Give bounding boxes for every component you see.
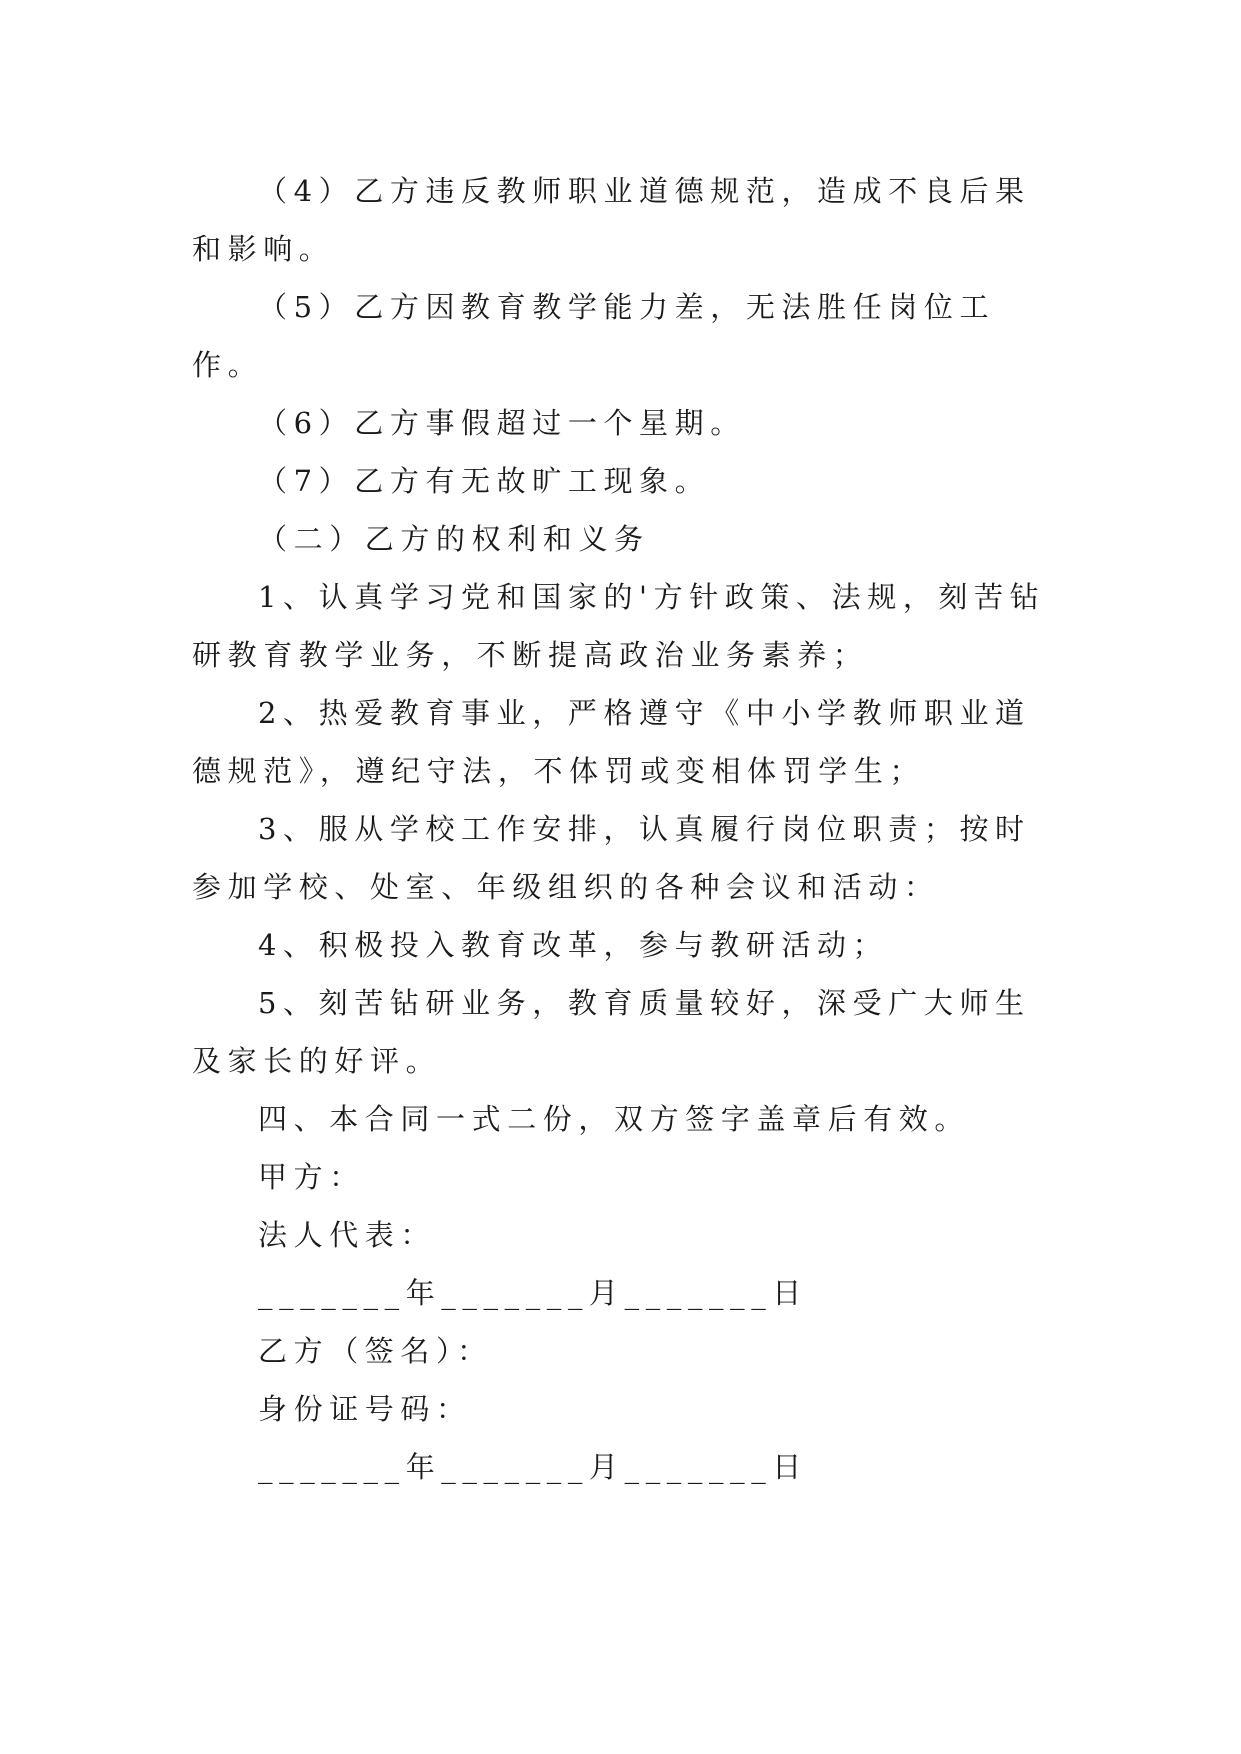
clause-7-absenteeism: （7）乙方有无故旷工现象。 [258, 464, 711, 498]
clause-6-personal-leave: （6）乙方事假超过一个星期。 [258, 406, 746, 440]
party-a-label: 甲方： [258, 1160, 365, 1194]
party-b-date-line: _______年_______月_______日 [258, 1450, 808, 1484]
obligation-4: 4、积极投入教育改革，参与教研活动； [258, 928, 889, 962]
party-a-date-line: _______年_______月_______日 [258, 1276, 808, 1310]
clause-5-incompetence: （5）乙方因教育教学能力差，无法胜任岗位工作。 [192, 290, 996, 382]
obligation-1: 1、认真学习党和国家的'方针政策、法规，刻苦钻研教育教学业务，不断提高政治业务素养； [192, 580, 1046, 672]
contract-copies-clause: 四、本合同一式二份，双方签字盖章后有效。 [258, 1102, 971, 1136]
section-heading-rights-obligations: （二）乙方的权利和义务 [258, 522, 650, 556]
clause-4-violation: （4）乙方违反教师职业道德规范，造成不良后果和影响。 [192, 174, 1031, 266]
obligation-5: 5、刻苦钻研业务，教育质量较好，深受广大师生及家长的好评。 [192, 986, 1031, 1078]
party-b-signature-label: 乙方（签名）： [258, 1334, 493, 1368]
obligation-2: 2、热爱教育事业，严格遵守《中小学教师职业道德规范》，遵纪守法，不体罚或变相体罚学生； [192, 696, 1031, 788]
id-number-label: 身份证号码： [258, 1392, 472, 1426]
document-body [192, 162, 1049, 1496]
legal-representative-label: 法人代表： [258, 1218, 437, 1252]
obligation-3: 3、服从学校工作安排，认真履行岗位职责；按时参加学校、处室、年级组织的各种会议和活动： [192, 812, 1031, 904]
